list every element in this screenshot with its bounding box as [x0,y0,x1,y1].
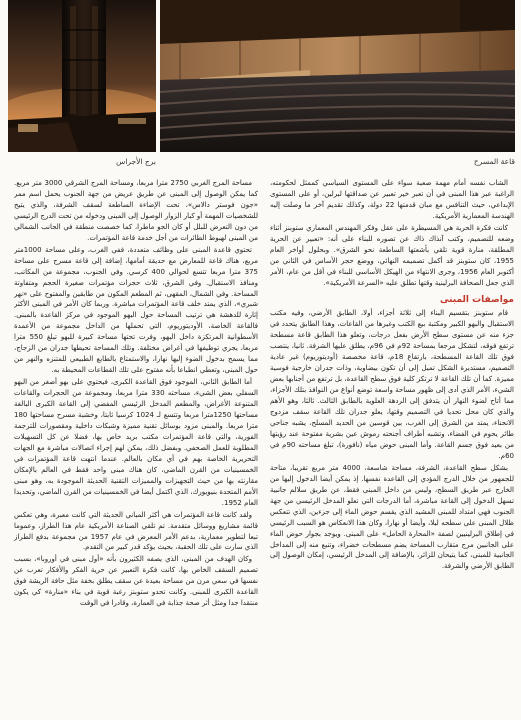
paragraph: قام ستوبنز بتقسيم البناء إلى ثلاثة أجزاء، أولا، الطابق الأرضي، وفيه مكتب الاستقبال والبهو الكبير ومكتبة بيع الكتب وغيرها من القاعات، وهذا الطابق يتحدد في جزء منه عن مستوى سطح الأرض بفعل درجات، وتعلو هذا الطابق قاعة مسطحة ترتفع فوقه، لتشكل مرجعا بمساحة 92م في 96م، يطلق عليها الشرفة. ثانيا، ينتصب فوق تلك القاعة المسطحة، بارتفاع 18م، قاعة مخصصة (أوديتوريوم) غير عادية التصميم، مستديرة الشكل تميل إلى أن تكون بيضاوية، وذات جدران خارجية فوسية مميزة. كما أن تلك القاعة لا ترتكز كلية فوق سطح القاعدة، بل ترتفع من أجنابها بعض الشيء، الأمر الذي أدى إلى ظهور مساحة واسعة توضع أنواع من النوافذ بتلك الأجزاء، مما أتاح لضوء النهار أن يتدفق إلى الردهة العلوية بالطابق الثالث. ثالثا، وهو الأهم والذي كان محل تحديا في التصميم وقتها، يعلو جدران تلك القاعة سقف مزدوج الانحناء، يمتد من الشرق إلى الغرب، بين قوسين من الحديد المسلح، يشبه جناحي طائر يحوم في الفضاء، وتشبه أطراف أجنحته رموش عين بشرية مفتوحة عند رؤيتها من بعيد فوق جسم القاعة. وأما المبنى حوض مياه (نافورة)، تبلغ مساحته 90م في 60م. [270,309,514,460]
article-column-left [14,178,258,714]
paragraph: مساحة المرج الغربي 2750 مترا مربعا، ومساحة المرج الشرقي 3000 متر مربع. كما يمكن الوصول إلى المبنى عن طريق عريض من جهة الجنوب يحمل اسم ممر «جون فوستر دالاس»، تحت الإضاءة الساطعة لسقف الشرفة، والذي يتيح للشخصيات المهمة أو كبار الزوار الوصول إلى المبنى ودخوله من تحت الدرج الرئيسي من دون التعرض للبلل أو كان الجو ماطرا، كما خصصت منطقة في الجانب الشمالي من المبنى لهبوط الطائرات من أجل خدمة قاعة المؤتمرات. [14,179,258,242]
bell-tower-illustration [8,0,156,152]
article-column-right [270,178,514,714]
paragraph: الشاب نفسه أمام مهمة صعبة سواء على المستوى السياسي كممثل لحكومته، الراغبة عبر هذا المبنى في أن تعبر خير تعبير عن صداقتها لبرلين، أو على المستوى الإبداعي، حيث التنافس مع مبان قدمتها 22 دولة، وكذلك تقديم آخر ما وصلت إليه الهندسة المعمارية الأمريكية. [270,179,514,220]
theatre-hall-illustration [160,0,515,152]
theatre-hall-caption: قاعة المسرح [473,157,515,166]
paragraph: تحتوي قاعدة المبنى على وظائف متعددة، ففي الغرب، وعلى مساحة 1000متر مربع، هناك قاعة للمعارض مع حديقة أمامها، إضافة إلى قاعة مسرح على مساحة 375 مترا مربعا تتسع لحوالي 400 كرسي. وفي الجنوب، مجموعة من المكاتب، ومنافذ الاستقبال. وفي الشرق، ثلاث حجرات مؤتمرات صغيرة الحجم ومتفاوتة المساحة. وفي الشمال، المقهى، ثم المطعم المكون من طابقين والمفتوح على «نهر شبري»، الذي يمتد خلف قاعة المؤتمرات مباشرة. وربما كان الأمر في المبنى الأكثر إثارة للدهشة هي ترتيب المساحة حول البهو الموجود في مركز القاعدة بالمبنى. فالقاعة الخاصة، الأوديتوريوم، التي تحملها من الداخل مجموعة من الأعمدة الأسطوانية المرتكزة داخل البهو، وفرت تحتها مساحة كبيرة للبهو تبلغ 550 مترا مربعا، يجري توظيفها في أغراض مختلفة. وتلك المساحة تحيطها جدران من الزجاج، مما يسمح بدخول الضوء إليها نهارا، والاستمتاع بالطابع الطبيعي للمتنزه والنهر من حول المبنى، وتعطي انطباعا بأنه مفتوح على تلك القطاعات المحيطة به. [14,245,258,375]
section-heading: مواصفات المبنى [440,294,514,305]
paragraph: ولقد كانت قاعة المؤتمرات هي أكثر المباني الحديثة التي كانت معبرة، وهي تعكس قائمة مشاريع ووسائل متقدمة. تم تلقي الصناعة الأمريكية عام هذا الطراز، وعموما تبعا لتطوير معمارية، بدعم الأمر المعرض في عام 1957 من مجموعة بدفع الطراز الذي سارت على تلك الحقبة، بحيث يؤكد قدر كبير من التقدم. [14,510,258,552]
paragraph: بشكل سطح القاعدة، الشرفة، مساحة شاسعة، 4000 متر مربع تقريبا، متاحة للجمهور من خلال الدرج المؤدي إلى القاعدة نفسها. إذ يمكن أيضا الدخول إليها من الخارج عبر طريق السطح، وليس من داخل المبنى فقط، عن طريق سلالم جانبية تسهل الدخول إلى القاعة مباشرة، أما الدرجات التي تعلو المدخل الرئيسي من جهة الجنوب فهي امتداد للمبنى المشيد الذي يقسم حوض الماء إلى جزءين، الذي تتعكس ظلال المبنى على سطحه ليلا، وأيضا أو نهارا، وكان هذا الانعكاس هو السبب الرئيسي في إطلاق البرلينيين لصفة «المحارة الحامل» على المبنى. ويوجد بجوار حوض الماء على الجانبين مرج متقارب المساحة يضم مسطحات خضراء، وتنبع منه إلى المداخل الجانبية للمبنى، كما يتيحان للزائر، بالإضافة إلى المدخل الرئيسي، إمكان الوصول إلى الطابق الأرضي والشرفة. [270,463,514,571]
paragraph: وكان الهدف من المبنى، الذي يصفه الكثيرون بأنه «أول مبنى في أوروبا»، بسبب تصميم السقف الخاص بها، كانت فكرة التعبير عن حرية الفكر والأفكار تعرب عن نفسها في سعي مرن من مساحة بعيدة عن سقف يطلق بخفة مثل حافة الريشة فوق القاعدة الكبرى للمبنى. وكانت تحدو ستوبنز رغبة قوية في بناء «منارة» كي يكون منتقدا جدا ومثل أثر صحة جذابة في العمارة، وقادرا في الوقت [14,555,258,608]
bell-tower-photo [8,0,156,152]
bell-tower-caption: برج الأجراس [116,157,156,166]
paragraph: أما الطابق الثاني، الموجود فوق القاعدة الكبرى، فيحتوي على بهو أصغر من البهو السفلي بعض الشيء، مساحته 330 مترا مربعا، ومجموعة من الحجرات والقاعات المتنوعة الأغراض، والمطعم المدخل الرئيسي المفضي إلى القاعة الكبرى البالغة مساحتها 1250مترا مربعا وتتسع لـ 1024 كرسيا ثابتا، وخشبة مسرح مساحتها 180 مترا مربعا. والمبنى مزود بوسائل تقنية مميزة وشبكات داخلية ومقصورات للترجمة الفورية، والتي قاعة المؤتمرات مكتب بريد خاص بها، فضلا عن كل التسهيلات المطلوبة للعمل الصحفي. وبفضل ذلك، يمكن لهم إجراء اتصالات مباشرة مع الجهات التحريرية الخاصة بهم في أي مكان بالعالم. عندما انتهت قاعة المؤتمرات في الخمسينيات من القرن الماضي، كان هناك مبنى واحد فقط في العالم بالإمكان مقارنته بها من حيث التجهيزات والمميزات التقنية الحديثة الموجودة به، وهو مبنى الأمم المتحدة بنيويورك، الذي اكتمل أيضا في الخمسينيات من القرن الماضي، وتحديدا العام 1952. [14,378,258,507]
paragraph: كانت فكرة الحرية هي المسيطرة على عقل وفكر المهندس المعماري ستوبنز أثناء وضعه للتصميم، وكتب آنذاك ذاك عن تصوره للبناء على أنه: «تعبير عن الحرية المطلقة، منارة قوية تلقي بأشعتها الساطعة نحو الشرق». وبحلول أواخر العام 1955، كان ستوبنز قد أكمل تصميمه النهائي، ووضع حجر الأساس في الثاني من أكتوبر العام 1956، وجرى الانتهاء من الهيكل الأساسي للبناء في أقل من عام، الأمر الذي جعل الصحافة البرلينية وقتها تطلق عليه «السرعة الأمريكية». [270,223,514,287]
theatre-hall-photo [160,0,515,152]
